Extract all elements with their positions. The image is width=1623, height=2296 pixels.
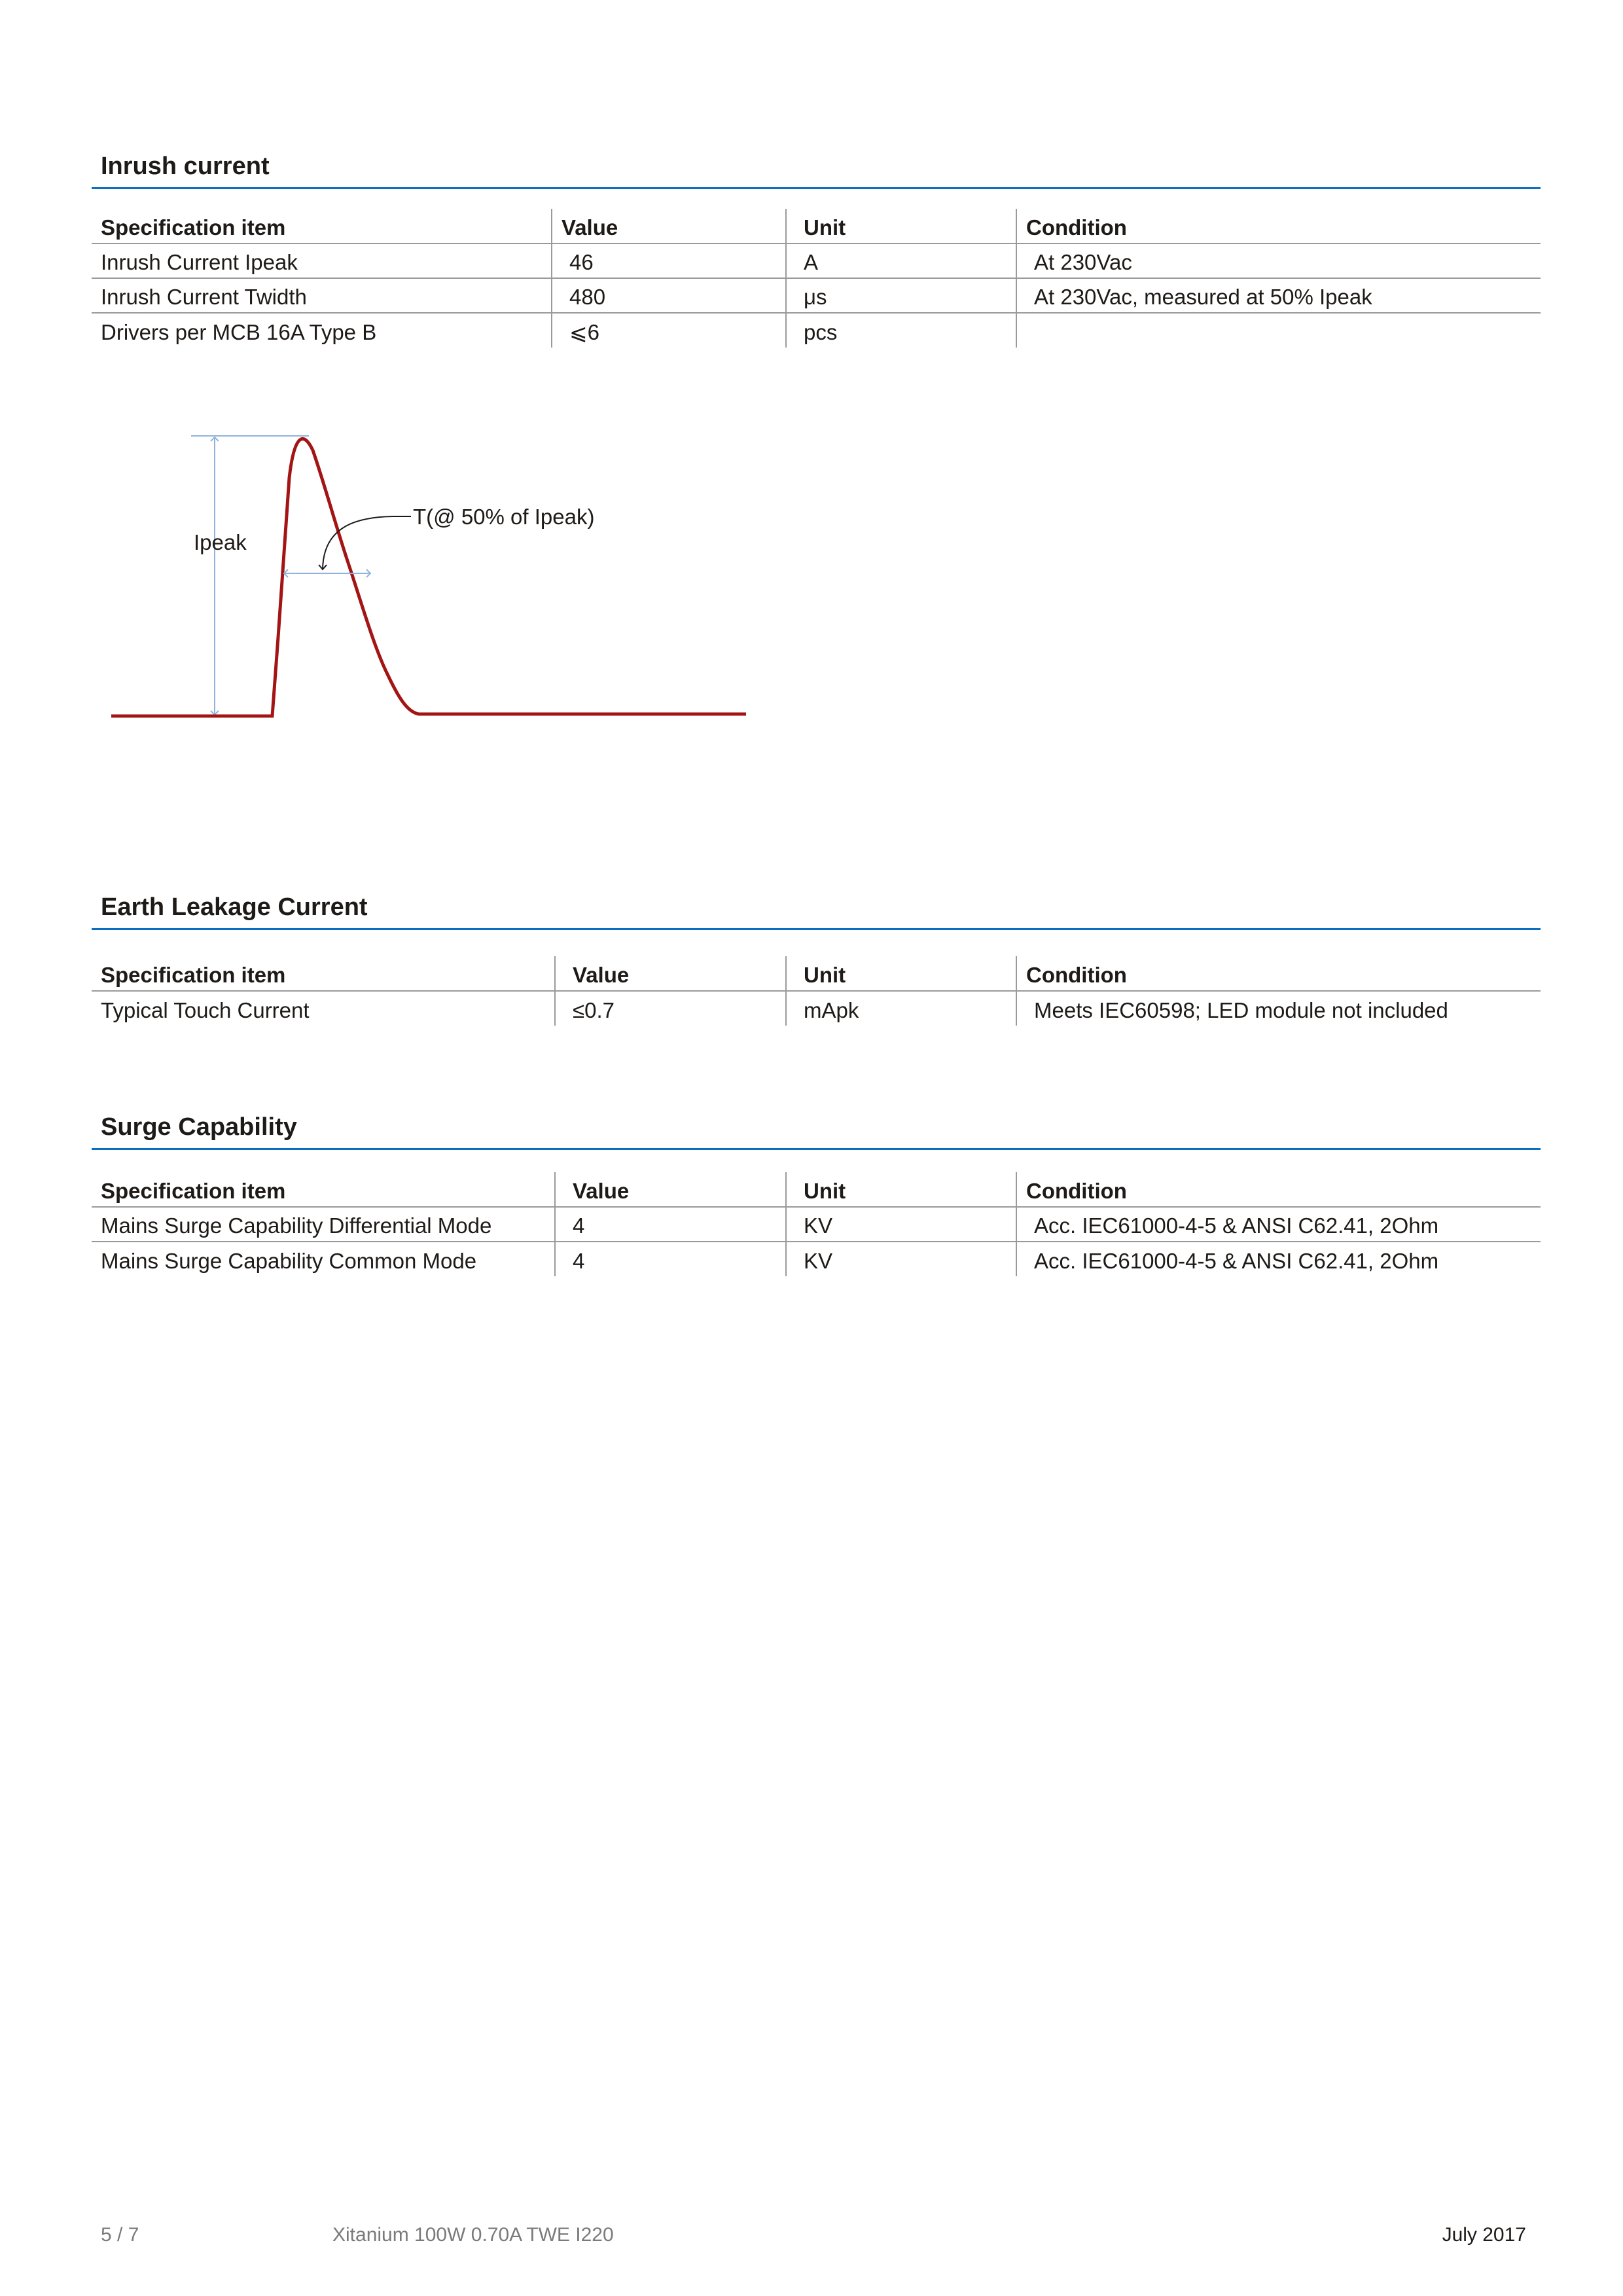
cell-spec-item: Drivers per MCB 16A Type B bbox=[101, 320, 377, 344]
cell-condition bbox=[1016, 313, 1541, 348]
inrush-curve bbox=[111, 439, 746, 716]
cell-condition: At 230Vac, measured at 50% Ipeak bbox=[1016, 278, 1541, 313]
cell-unit: A bbox=[786, 243, 1016, 278]
cell-spec-item: Inrush Current Ipeak bbox=[92, 243, 552, 278]
footer-date: July 2017 bbox=[1442, 2224, 1526, 2246]
cell-unit: KV bbox=[786, 1207, 1016, 1242]
col-header-condition: Condition bbox=[1016, 209, 1541, 243]
cell-unit: KV bbox=[786, 1242, 1016, 1276]
inrush-table bbox=[92, 209, 1541, 348]
surge-capability-table bbox=[92, 1172, 1541, 1276]
col-header-condition: Condition bbox=[1016, 956, 1541, 991]
table-row bbox=[92, 991, 1541, 1026]
section-title: Earth Leakage Current bbox=[101, 893, 368, 921]
table-row bbox=[92, 1242, 1541, 1276]
col-header-value: Value bbox=[552, 209, 786, 243]
col-header-unit: Unit bbox=[786, 209, 1016, 243]
earth-leakage-table bbox=[92, 956, 1541, 1026]
cell-spec-item: Inrush Current Twidth bbox=[92, 278, 552, 313]
inrush-waveform-diagram bbox=[105, 419, 772, 736]
col-header-spec-item: Specification item bbox=[92, 956, 555, 991]
ipeak-label: Ipeak bbox=[194, 530, 247, 554]
section-title: Inrush current bbox=[101, 152, 270, 180]
table-row bbox=[92, 278, 1541, 313]
surge-capability-section bbox=[92, 1106, 1541, 1276]
cell-unit: mApk bbox=[786, 991, 1016, 1026]
col-header-value: Value bbox=[555, 956, 786, 991]
col-header-unit: Unit bbox=[786, 1172, 1016, 1207]
section-title: Surge Capability bbox=[101, 1113, 297, 1141]
col-header-condition: Condition bbox=[1016, 1172, 1541, 1207]
table-row bbox=[92, 243, 1541, 278]
table-header-row bbox=[92, 956, 1541, 991]
cell-value: ⩽6 bbox=[552, 313, 786, 348]
table-header-row bbox=[92, 209, 1541, 243]
inrush-section bbox=[92, 145, 1541, 348]
cell-value: 46 bbox=[552, 243, 786, 278]
table-row bbox=[92, 313, 1541, 348]
cell-value: 4 bbox=[555, 1242, 786, 1276]
cell-condition: Meets IEC60598; LED module not included bbox=[1016, 991, 1541, 1026]
table-row bbox=[92, 1207, 1541, 1242]
cell-value: 480 bbox=[552, 278, 786, 313]
cell-unit: μs bbox=[786, 278, 1016, 313]
section-rule bbox=[92, 928, 1541, 930]
col-header-spec-item: Specification item bbox=[92, 1172, 555, 1207]
cell-unit: pcs bbox=[786, 313, 1016, 348]
section-rule bbox=[92, 1148, 1541, 1150]
cell-spec-item: Typical Touch Current bbox=[101, 998, 310, 1022]
t-width-label: T(@ 50% of Ipeak) bbox=[413, 505, 595, 529]
cell-condition: Acc. IEC61000-4-5 & ANSI C62.41, 2Ohm bbox=[1016, 1242, 1541, 1276]
earth-leakage-section bbox=[92, 886, 1541, 1026]
cell-condition: Acc. IEC61000-4-5 & ANSI C62.41, 2Ohm bbox=[1016, 1207, 1541, 1242]
col-header-unit: Unit bbox=[786, 956, 1016, 991]
cell-spec-item: Mains Surge Capability Differential Mode bbox=[92, 1207, 555, 1242]
col-header-spec-item: Specification item bbox=[92, 209, 552, 243]
waveform-svg bbox=[105, 419, 772, 733]
cell-value: 4 bbox=[555, 1207, 786, 1242]
footer-product-name: Xitanium 100W 0.70A TWE I220 bbox=[332, 2224, 614, 2246]
footer-page-number: 5 / 7 bbox=[101, 2224, 139, 2246]
cell-value: ≤0.7 bbox=[555, 991, 786, 1026]
section-rule bbox=[92, 187, 1541, 189]
table-header-row bbox=[92, 1172, 1541, 1207]
cell-condition: At 230Vac bbox=[1016, 243, 1541, 278]
col-header-value: Value bbox=[555, 1172, 786, 1207]
cell-spec-item: Mains Surge Capability Common Mode bbox=[101, 1249, 477, 1273]
